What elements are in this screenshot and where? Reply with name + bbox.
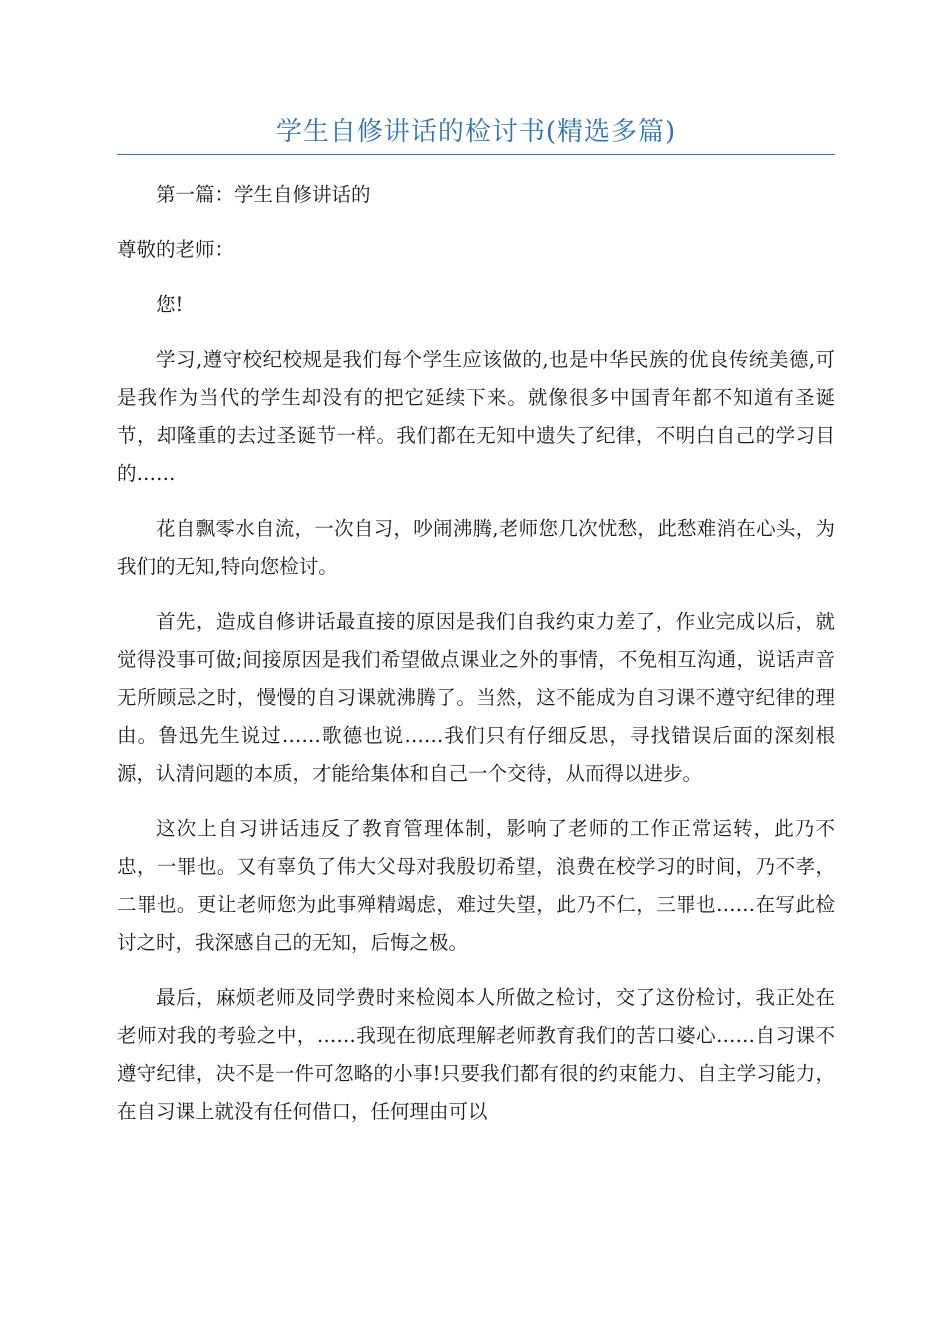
section-heading: 第一篇：学生自修讲话的 [156,183,371,206]
document-title: 学生自修讲话的检讨书(精选多篇) [275,117,677,147]
document-body [117,176,835,1148]
body-paragraph: 这次上自习讲话违反了教育管理体制，影响了老师的工作正常运转，此乃不忠，一罪也。又有辜负了伟大父母对我殷切希望，浪费在校学习的时间，乃不孝，二罪也。更让老师您为此事殚精竭虑，难过失望，此乃不仁，三罪也……在写此检讨之时，我深感自己的无知，后悔之极。 [117,817,835,954]
body-paragraph: 首先，造成自修讲话最直接的原因是我们自我约束力差了，作业完成以后，就觉得没事可做;间接原因是我们希望做点课业之外的事情，不免相互沟通，说话声音无所顾忌之时，慢慢的自习课就沸腾了。当然，这不能成为自习课不遵守纪律的理由。鲁迅先生说过……歌德也说……我们只有仔细反思，寻找错误后面的深刻根源，认清问题的本质，才能给集体和自己一个交待，从而得以进步。 [117,610,835,785]
body-paragraph: 学习,遵守校纪校规是我们每个学生应该做的,也是中华民族的优良传统美德,可是我作为当代的学生却没有的把它延续下来。就像很多中国青年都不知道有圣诞节，却隆重的去过圣诞节一样。我们都在无知中遗失了纪律，不明白自己的学习目的…… [117,348,835,485]
greeting: 您! [156,293,184,316]
body-paragraph: 最后，麻烦老师及同学费时来检阅本人所做之检讨，交了这份检讨，我正处在老师对我的考验之中，……我现在彻底理解老师教育我们的苦口婆心……自习课不遵守纪律，决不是一件可忽略的小事!只要我们都有很的约束能力、自主学习能力，在自习课上就没有任何借口，任何理由可以 [117,986,835,1123]
salutation: 尊敬的老师： [117,238,235,261]
title-underline [117,154,835,155]
body-paragraph: 花自飘零水自流，一次自习，吵闹沸腾,老师您几次忧愁，此愁难消在心头，为我们的无知,特向您检讨。 [117,517,835,578]
